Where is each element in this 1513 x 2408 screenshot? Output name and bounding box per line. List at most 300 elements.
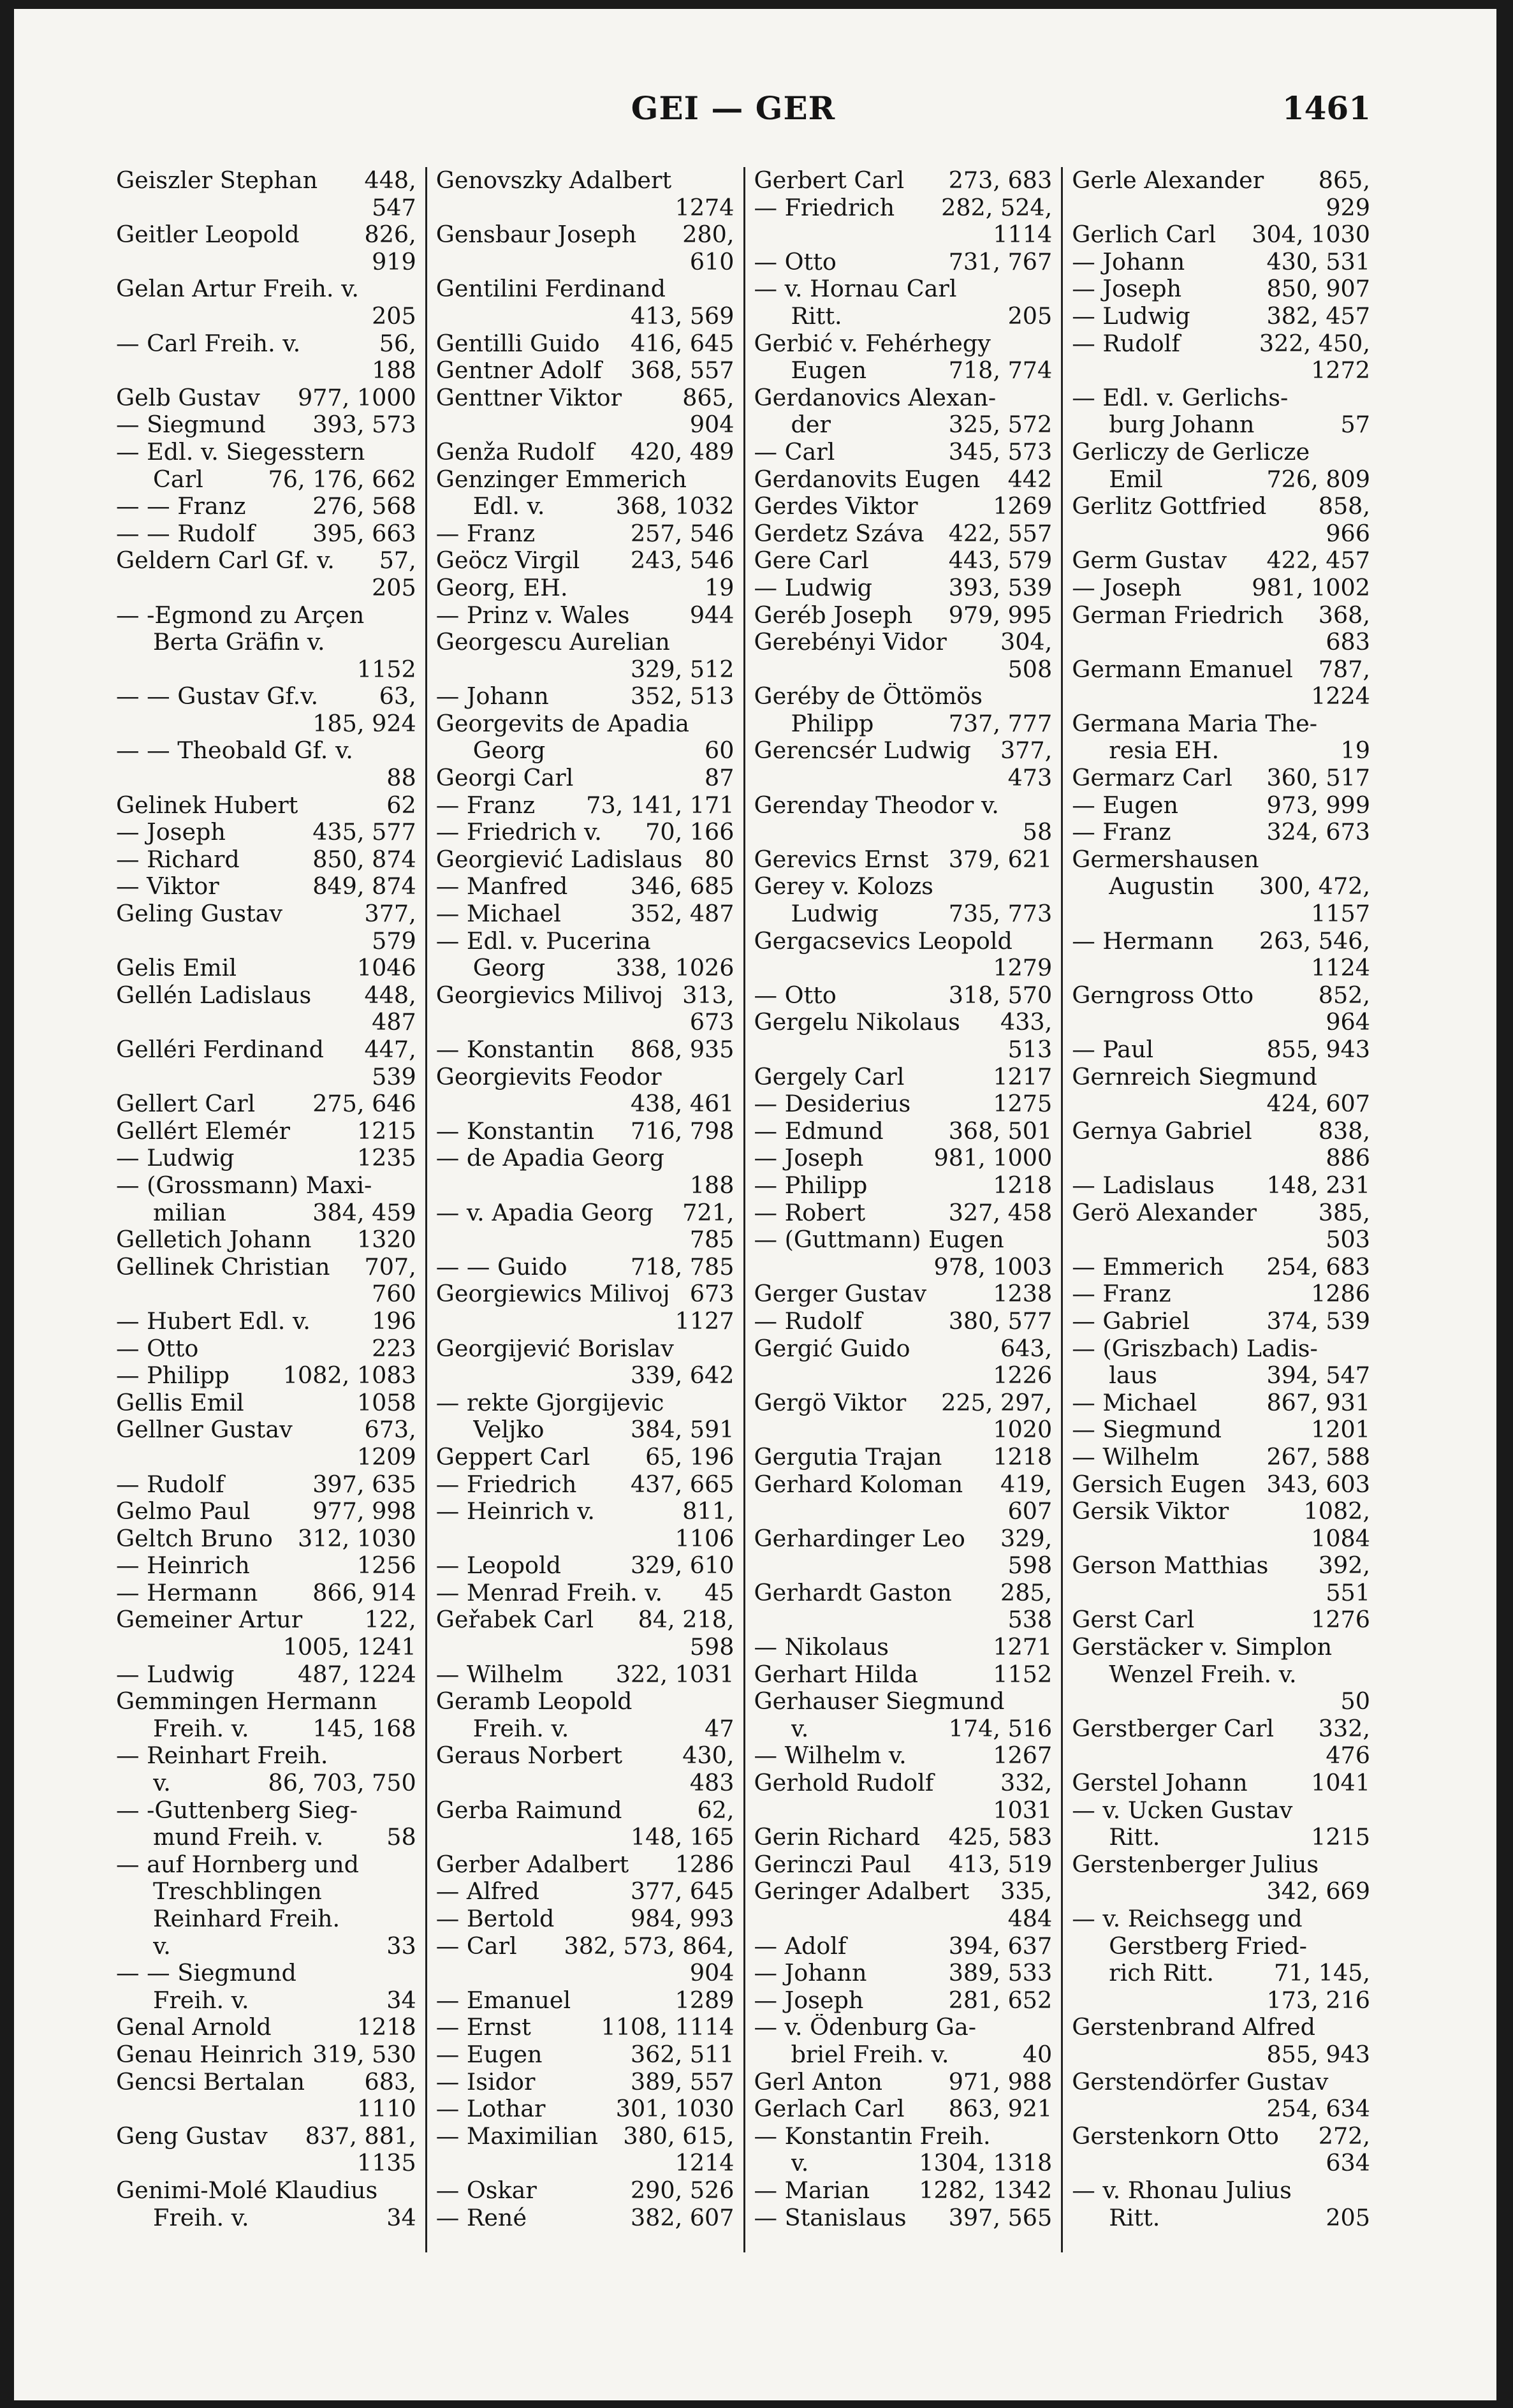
entry-page-refs: 850, 874 xyxy=(312,846,416,873)
page-title: GEI — GER xyxy=(631,89,836,127)
entry-line xyxy=(116,547,416,575)
entry-page-refs: 71, 145, xyxy=(1274,1959,1370,1987)
entry-name: — Isidor xyxy=(435,2068,536,2096)
entry-page-refs: 508 xyxy=(1007,655,1053,683)
entry-line xyxy=(436,547,735,575)
entry-name: Geréby de Öttömös xyxy=(754,683,983,710)
entry-line xyxy=(436,1036,735,1064)
entry-line xyxy=(1072,1471,1370,1499)
entry-page-refs: 1005, 1241 xyxy=(282,1633,416,1661)
entry-page-refs: 385, xyxy=(1318,1199,1370,1226)
index-entry xyxy=(754,1742,1053,1770)
entry-name: Geltch Bruno xyxy=(116,1525,273,1552)
entry-line xyxy=(116,1390,416,1417)
entry-page-refs: 610 xyxy=(689,247,735,275)
index-entry xyxy=(436,1742,735,1796)
entry-page-refs: 973, 999 xyxy=(1266,791,1370,819)
entry-name: Gensbaur Joseph xyxy=(435,221,637,249)
index-entry xyxy=(1072,303,1370,330)
entry-page-refs: 448, xyxy=(364,167,416,194)
entry-name: — Leopold xyxy=(435,1552,562,1580)
entry-line xyxy=(436,629,735,656)
entry-line xyxy=(116,629,416,656)
index-entry xyxy=(436,1905,735,1933)
entry-page-refs: 1152 xyxy=(356,655,416,683)
entry-line xyxy=(754,1525,1053,1553)
entry-line xyxy=(436,602,735,629)
entry-name: — Otto xyxy=(116,1335,199,1362)
entry-name: — v. Reichsegg und xyxy=(1072,1905,1303,1932)
index-entry xyxy=(116,1606,416,1661)
index-entry xyxy=(754,466,1053,494)
index-entry xyxy=(1072,1281,1370,1308)
entry-line xyxy=(754,2069,1053,2096)
entry-line xyxy=(436,710,735,738)
entry-line xyxy=(1072,1770,1370,1797)
entry-name: — v. Apadia Georg xyxy=(435,1199,654,1226)
entry-page-refs: 977, 998 xyxy=(312,1498,416,1525)
entry-name: — Hubert Edl. v. xyxy=(116,1307,311,1335)
entry-page-refs: 60 xyxy=(705,737,735,765)
index-entry xyxy=(1072,1064,1370,1118)
entry-line xyxy=(754,1580,1053,1607)
entry-page-refs: 80 xyxy=(705,846,735,873)
entry-line xyxy=(754,1390,1053,1417)
entry-page-refs: 325, 572 xyxy=(948,411,1053,439)
index-entry xyxy=(754,1145,1053,1172)
entry-line xyxy=(754,249,1053,276)
entry-page-refs: 731, 767 xyxy=(948,248,1053,275)
entry-page-refs: 374, 539 xyxy=(1266,1307,1370,1335)
entry-page-refs: 868, 935 xyxy=(630,1036,735,1063)
entry-page-refs: 1304, 1318 xyxy=(919,2149,1053,2177)
entry-name: Gentilini Ferdinand xyxy=(435,275,666,303)
index-column-2 xyxy=(425,167,743,2252)
index-entry xyxy=(436,2177,735,2205)
entry-line xyxy=(1072,928,1370,955)
entry-name: Gersik Viktor xyxy=(1072,1498,1229,1525)
entry-line xyxy=(754,575,1053,602)
entry-line xyxy=(754,873,1053,900)
entry-name: v. xyxy=(791,1715,809,1742)
entry-page-refs: 683 xyxy=(1326,628,1370,656)
entry-line xyxy=(116,520,416,548)
entry-line xyxy=(1072,1308,1370,1335)
entry-line xyxy=(1072,1552,1370,1580)
entry-line xyxy=(754,1090,1053,1118)
entry-line xyxy=(754,683,1053,710)
index-entry xyxy=(1072,2177,1370,2231)
index-entry xyxy=(1072,928,1370,982)
index-entry xyxy=(1072,167,1370,221)
entry-line xyxy=(116,1498,416,1525)
entry-page-refs: 513 xyxy=(1007,1036,1053,1063)
entry-name: Gerngross Otto xyxy=(1072,981,1254,1009)
entry-line xyxy=(754,1770,1053,1797)
entry-page-refs: 1274 xyxy=(675,193,735,221)
entry-page-refs: 188 xyxy=(372,356,416,385)
index-entry xyxy=(754,982,1053,1009)
entry-name: — Otto xyxy=(754,248,837,275)
entry-page-refs: 718, 785 xyxy=(630,1253,735,1281)
index-entry xyxy=(754,275,1053,330)
entry-line xyxy=(436,2096,735,2123)
entry-page-refs: 1152 xyxy=(993,1661,1053,1688)
entry-page-refs: 1320 xyxy=(356,1226,416,1254)
entry-name: Gemmingen Hermann xyxy=(116,1688,377,1715)
index-entry xyxy=(116,1362,416,1390)
entry-name: — v. Ucken Gustav xyxy=(1072,1796,1293,1824)
entry-name: Ritt. xyxy=(1109,1824,1160,1851)
entry-name: Veljko xyxy=(472,1416,545,1444)
entry-name: — — Franz xyxy=(116,493,246,520)
entry-line xyxy=(436,1118,735,1145)
entry-page-refs: 62, xyxy=(697,1796,735,1824)
entry-name: — Hermann xyxy=(116,1579,258,1606)
entry-page-refs: 929 xyxy=(1326,193,1370,221)
entry-page-refs: 290, 526 xyxy=(630,2177,735,2204)
entry-page-refs: 304, xyxy=(1000,629,1053,656)
entry-name: — Eugen xyxy=(1072,791,1178,819)
index-entry xyxy=(1072,1254,1370,1281)
index-entry xyxy=(1072,330,1370,385)
entry-line xyxy=(116,1362,416,1390)
index-entry xyxy=(754,1661,1053,1689)
entry-page-refs: 205 xyxy=(1007,302,1053,330)
entry-name: Gerson Matthias xyxy=(1072,1552,1269,1580)
entry-name: — Philipp xyxy=(116,1362,230,1390)
entry-line xyxy=(116,792,416,819)
entry-line xyxy=(436,982,735,1009)
entry-page-refs: 858, xyxy=(1318,493,1370,520)
entry-name: Gelan Artur Freih. v. xyxy=(116,275,359,303)
index-entry xyxy=(436,575,735,602)
entry-page-refs: 904 xyxy=(689,1959,735,1987)
entry-line xyxy=(436,819,735,846)
entry-page-refs: 1272 xyxy=(1311,356,1370,385)
entry-line xyxy=(1072,1172,1370,1200)
entry-line xyxy=(1072,167,1370,195)
index-entry xyxy=(116,1036,416,1090)
entry-line xyxy=(436,1281,735,1308)
entry-name: Gentilli Guido xyxy=(435,330,600,357)
index-entry xyxy=(1072,2123,1370,2177)
entry-name: — Joseph xyxy=(1072,275,1182,303)
entry-name: — Oskar xyxy=(435,2177,537,2204)
entry-page-refs: 329, 610 xyxy=(630,1552,735,1580)
entry-page-refs: 65, 196 xyxy=(645,1443,735,1471)
entry-page-refs: 205 xyxy=(372,573,416,601)
index-entry xyxy=(754,1226,1053,1281)
entry-line xyxy=(1072,1715,1370,1743)
entry-line xyxy=(754,737,1053,765)
entry-line xyxy=(1072,846,1370,874)
entry-page-refs: 319, 530 xyxy=(312,2041,416,2068)
index-entry xyxy=(436,1444,735,1471)
entry-page-refs: 382, 573, 864, xyxy=(564,1932,735,1960)
entry-name: — Adolf xyxy=(754,1932,847,1960)
entry-page-refs: 243, 546 xyxy=(630,547,735,575)
entry-name: mund Freih. v. xyxy=(153,1824,324,1851)
entry-line xyxy=(1072,1797,1370,1824)
index-entry xyxy=(436,982,735,1036)
index-entry xyxy=(436,1498,735,1552)
entry-page-refs: 58 xyxy=(386,1823,416,1851)
entry-name: — Stanislaus xyxy=(754,2204,907,2231)
entry-name: Gerst Carl xyxy=(1072,1606,1195,1634)
index-entry xyxy=(1072,1606,1370,1634)
index-entry xyxy=(116,547,416,601)
entry-line xyxy=(754,1634,1053,1661)
entry-page-refs: 487, 1224 xyxy=(297,1661,416,1688)
entry-line xyxy=(436,1742,735,1770)
entry-line xyxy=(116,982,416,1009)
entry-page-refs: 174, 516 xyxy=(948,1714,1053,1742)
index-entry xyxy=(116,1145,416,1172)
index-entry xyxy=(754,1878,1053,1932)
index-entry xyxy=(754,385,1053,439)
entry-name: Freih. v. xyxy=(153,1715,249,1742)
entry-page-refs: 397, 565 xyxy=(948,2204,1053,2231)
entry-page-refs: 978, 1003 xyxy=(933,1252,1053,1281)
index-entry xyxy=(1072,1444,1370,1471)
entry-line xyxy=(116,1416,416,1444)
entry-line xyxy=(436,575,735,602)
index-entry xyxy=(754,195,1053,249)
entry-page-refs: 673 xyxy=(689,1281,735,1308)
entry-page-refs: 368, 557 xyxy=(630,357,735,385)
entry-name: Gerle Alexander xyxy=(1072,167,1264,194)
entry-page-refs: 1275 xyxy=(993,1090,1053,1118)
index-entry xyxy=(436,2041,735,2069)
entry-page-refs: 148, 165 xyxy=(630,1823,735,1851)
entry-name: — Emanuel xyxy=(435,1986,571,2014)
entry-page-refs: 19 xyxy=(705,574,735,601)
entry-line xyxy=(116,167,416,195)
entry-line xyxy=(754,493,1053,520)
entry-line xyxy=(436,1064,735,1091)
index-entry xyxy=(1072,765,1370,792)
index-entry xyxy=(436,439,735,466)
entry-name: — Michael xyxy=(1072,1389,1197,1416)
index-entry xyxy=(1072,493,1370,547)
entry-name: — Edl. v. Siegesstern xyxy=(116,438,365,466)
entry-name: Gerl Anton xyxy=(754,2068,882,2096)
index-entry xyxy=(116,439,416,493)
index-entry xyxy=(116,1118,416,1145)
index-entry xyxy=(116,2069,416,2123)
entry-name: Gerhardt Gaston xyxy=(754,1579,952,1606)
entry-page-refs: 395, 663 xyxy=(312,520,416,547)
entry-page-refs: 368, 1032 xyxy=(615,492,735,520)
index-entry xyxy=(754,1009,1053,1063)
index-entry xyxy=(436,928,735,982)
entry-page-refs: 335, xyxy=(1000,1878,1053,1905)
entry-page-refs: 1114 xyxy=(993,221,1053,249)
entry-line xyxy=(1072,1851,1370,1879)
entry-page-refs: 865, xyxy=(682,384,735,411)
entry-page-refs: 272, xyxy=(1318,2122,1370,2150)
entry-line xyxy=(1072,1606,1370,1634)
entry-page-refs: 62 xyxy=(386,791,416,819)
entry-line xyxy=(754,1688,1053,1715)
entry-page-refs: 971, 988 xyxy=(948,2068,1053,2096)
entry-name: Genzinger Emmerich xyxy=(435,466,687,493)
entry-name: — Johann xyxy=(754,1960,867,1987)
entry-line xyxy=(1072,547,1370,575)
entry-page-refs: 338, 1026 xyxy=(615,954,735,982)
entry-name: Georg xyxy=(472,737,546,765)
entry-page-refs: 301, 1030 xyxy=(615,2096,735,2123)
index-entry xyxy=(754,520,1053,548)
entry-line xyxy=(1072,249,1370,276)
entry-line xyxy=(436,2205,735,2232)
entry-name: Gerstenbrand Alfred xyxy=(1072,2014,1315,2041)
index-entry xyxy=(436,1580,735,1607)
entry-name: Gerlach Carl xyxy=(754,2096,905,2123)
entry-name: — -Guttenberg Sieg- xyxy=(116,1796,358,1824)
index-entry xyxy=(436,1661,735,1689)
index-entry xyxy=(754,1200,1053,1227)
entry-name: — Joseph xyxy=(116,819,226,846)
entry-line xyxy=(754,1145,1053,1172)
index-entry xyxy=(436,275,735,330)
entry-line xyxy=(1072,2177,1370,2205)
entry-line xyxy=(1072,385,1370,412)
index-entry xyxy=(116,1390,416,1417)
entry-name: der xyxy=(791,411,831,439)
entry-line xyxy=(1072,1824,1370,1851)
entry-page-refs: 966 xyxy=(1326,519,1370,547)
entry-page-refs: 362, 511 xyxy=(630,2041,735,2068)
entry-name: — (Griszbach) Ladis- xyxy=(1072,1335,1318,1362)
entry-name: Germarz Carl xyxy=(1072,765,1232,792)
index-entry xyxy=(1072,1770,1370,1797)
entry-page-refs: 377, xyxy=(364,900,416,928)
entry-name: Gergely Carl xyxy=(754,1063,905,1090)
entry-name: — Joseph xyxy=(754,1145,864,1172)
entry-page-refs: 1238 xyxy=(993,1281,1053,1308)
entry-line xyxy=(116,330,416,358)
entry-page-refs: 598 xyxy=(1007,1552,1053,1580)
entry-name: Germershausen xyxy=(1072,846,1259,873)
entry-line xyxy=(1072,221,1370,249)
entry-page-refs: 413, 569 xyxy=(630,302,735,330)
index-entry xyxy=(754,2177,1053,2205)
index-entry xyxy=(116,1580,416,1607)
index-entry xyxy=(754,1390,1053,1444)
index-entry xyxy=(436,846,735,874)
entry-name: Genau Heinrich xyxy=(116,2041,303,2068)
entry-page-refs: 826, xyxy=(364,221,416,249)
entry-page-refs: 760 xyxy=(372,1280,416,1308)
entry-page-refs: 424, 607 xyxy=(1266,1090,1370,1118)
entry-page-refs: 1286 xyxy=(675,1851,735,1878)
entry-name: — Heinrich v. xyxy=(435,1498,596,1525)
entry-page-refs: 276, 568 xyxy=(312,493,416,520)
entry-page-refs: 483 xyxy=(689,1769,735,1797)
index-entry xyxy=(754,1634,1053,1661)
entry-page-refs: 254, 634 xyxy=(1266,2095,1370,2123)
entry-page-refs: 849, 874 xyxy=(312,873,416,900)
entry-line xyxy=(754,195,1053,222)
entry-page-refs: 422, 457 xyxy=(1266,547,1370,575)
index-entry xyxy=(116,1335,416,1363)
entry-name: — Konstantin Freih. xyxy=(754,2122,991,2150)
entry-name: — Paul xyxy=(1072,1036,1154,1063)
entry-page-refs: 50 xyxy=(1340,1687,1370,1715)
index-entry xyxy=(1072,221,1370,249)
entry-name: German Friedrich xyxy=(1072,601,1284,629)
entry-page-refs: 275, 646 xyxy=(312,1090,416,1118)
index-entry xyxy=(754,1987,1053,2015)
entry-page-refs: 1256 xyxy=(356,1552,416,1580)
entry-line xyxy=(754,602,1053,629)
index-entry xyxy=(436,629,735,683)
entry-line xyxy=(1072,411,1370,439)
entry-name: rich Ritt. xyxy=(1109,1960,1215,1987)
entry-line xyxy=(436,2123,735,2150)
entry-name: Geldern Carl Gf. v. xyxy=(116,547,335,575)
index-entry xyxy=(436,1335,735,1390)
index-entry xyxy=(116,1254,416,1308)
entry-name: Geppert Carl xyxy=(435,1443,590,1471)
entry-page-refs: 579 xyxy=(372,927,416,955)
entry-name: Gerlich Carl xyxy=(1072,221,1217,249)
entry-name: — Johann xyxy=(435,683,549,710)
index-entry xyxy=(116,737,416,791)
entry-line xyxy=(116,1172,416,1200)
entry-line xyxy=(436,1688,735,1715)
entry-name: Gellert Carl xyxy=(116,1090,256,1118)
entry-name: v. xyxy=(153,1770,171,1797)
entry-name: — — Guido xyxy=(435,1253,567,1281)
entry-name: — Ladislaus xyxy=(1072,1171,1215,1199)
entry-page-refs: 382, 457 xyxy=(1266,302,1370,330)
index-entry xyxy=(754,1824,1053,1851)
entry-line xyxy=(1072,1281,1370,1308)
entry-name: Gentner Adolf xyxy=(435,357,602,385)
entry-name: Geöcz Virgil xyxy=(435,547,580,575)
entry-line xyxy=(436,385,735,412)
entry-page-refs: 683, xyxy=(364,2068,416,2096)
index-entry xyxy=(436,1064,735,1118)
index-entry xyxy=(436,1281,735,1335)
entry-page-refs: 329, xyxy=(1000,1525,1053,1552)
index-entry xyxy=(1072,819,1370,846)
entry-name: Georgiević Ladislaus xyxy=(435,846,683,873)
entry-line xyxy=(116,221,416,249)
entry-line xyxy=(754,1742,1053,1770)
entry-page-refs: 322, 1031 xyxy=(615,1661,735,1688)
index-entry xyxy=(116,2177,416,2231)
index-entry xyxy=(436,520,735,548)
entry-page-refs: 850, 907 xyxy=(1266,275,1370,303)
entry-name: — v. Rhonau Julius xyxy=(1072,2177,1292,2204)
entry-line xyxy=(436,1145,735,1172)
entry-line xyxy=(1072,1444,1370,1471)
index-entry xyxy=(116,1498,416,1525)
entry-name: Geng Gustav xyxy=(116,2122,268,2150)
entry-page-refs: 1286 xyxy=(1311,1281,1370,1308)
entry-line xyxy=(754,710,1053,738)
entry-name: Gerdanovics Alexan- xyxy=(754,384,997,411)
index-entry xyxy=(1072,1308,1370,1335)
entry-page-refs: 442 xyxy=(1007,466,1053,493)
entry-page-refs: 57, xyxy=(379,547,416,575)
entry-page-refs: 205 xyxy=(372,302,416,330)
entry-page-refs: 285, xyxy=(1000,1579,1053,1606)
